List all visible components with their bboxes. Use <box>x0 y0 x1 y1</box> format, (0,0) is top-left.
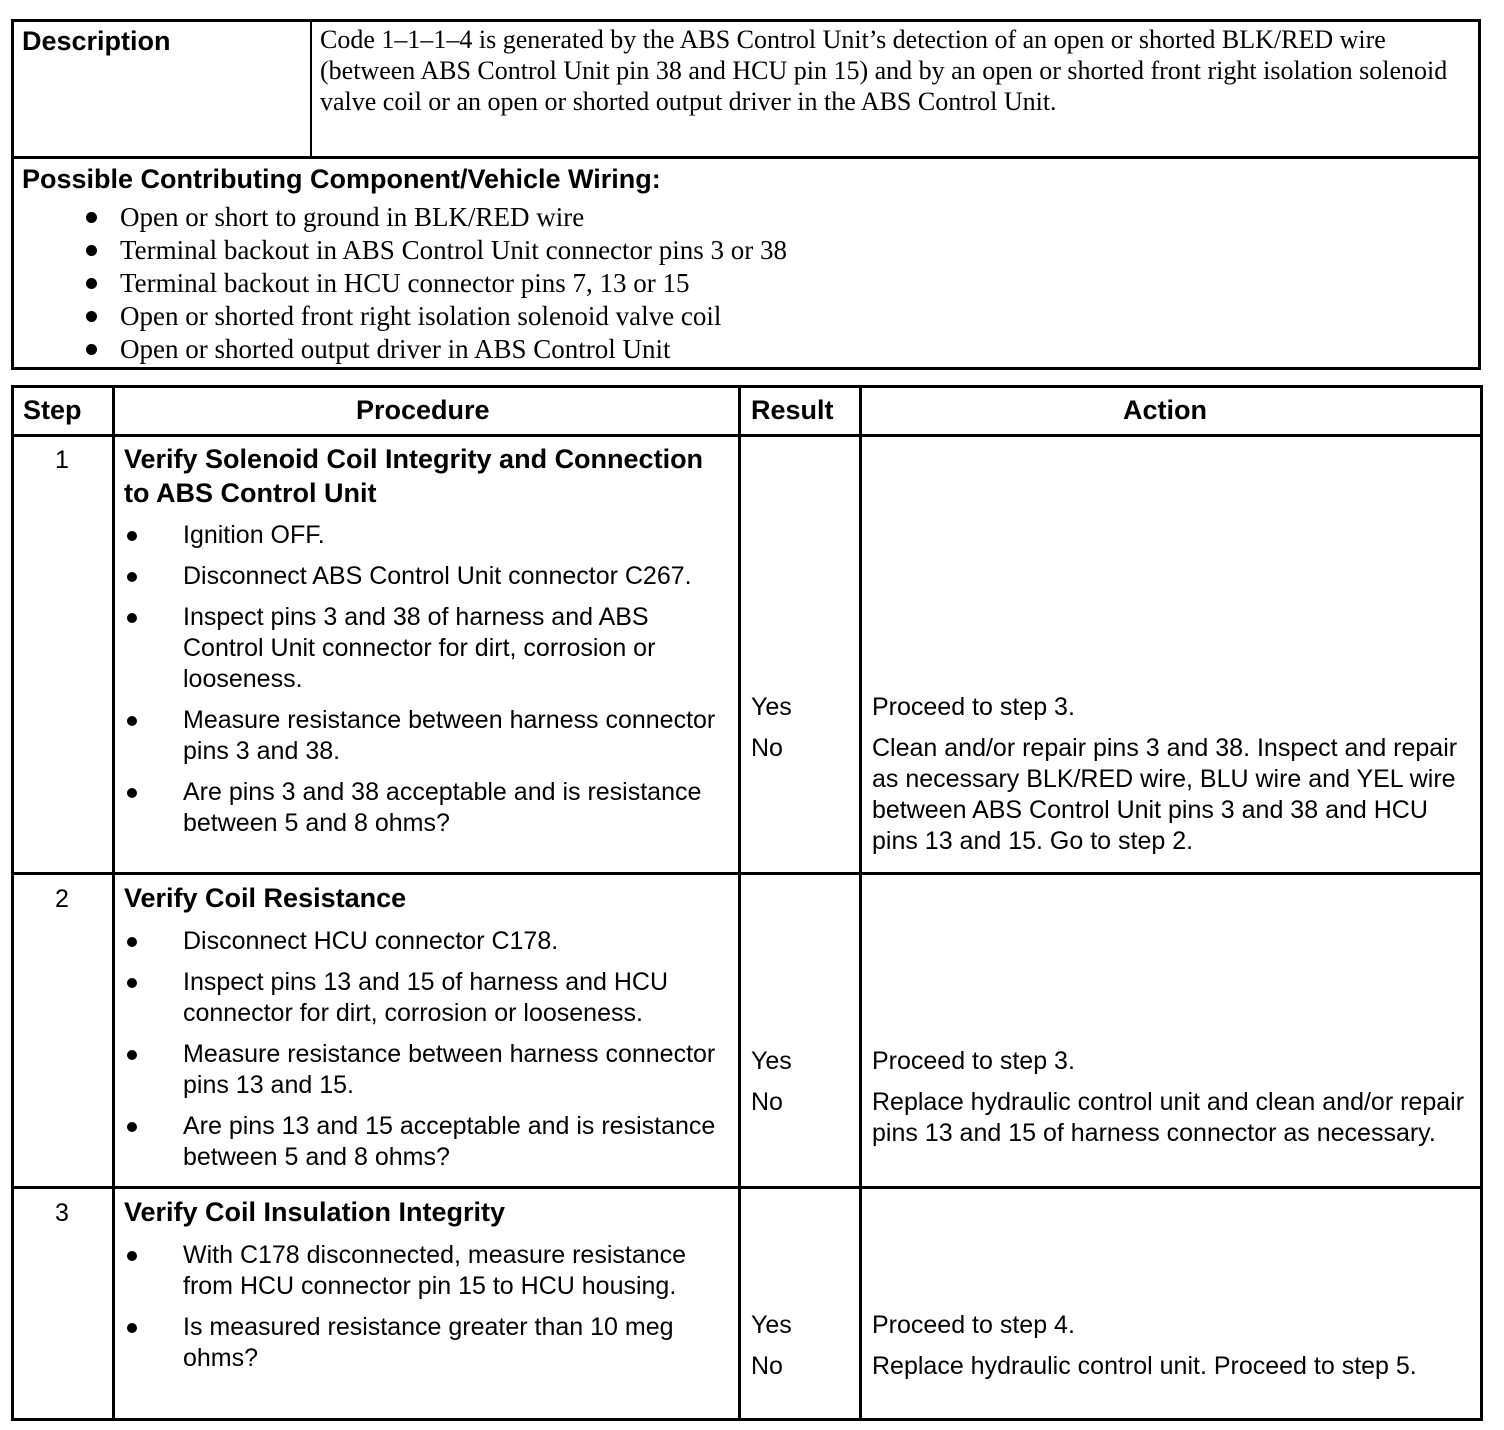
description-box <box>11 19 1481 370</box>
row-divider <box>14 1186 1480 1189</box>
result-no: No <box>751 1088 783 1116</box>
row-divider <box>14 434 1480 437</box>
list-item: Measure resistance between harness connector pins 13 and 15. <box>124 1039 734 1101</box>
list-item: Measure resistance between harness connector pins 3 and 38. <box>124 705 734 767</box>
row-divider <box>14 872 1480 875</box>
header-action: Action <box>1123 395 1207 425</box>
procedure-title: Verify Coil Insulation Integrity <box>124 1197 506 1227</box>
procedure-bullets <box>124 926 734 1183</box>
result-no: No <box>751 1352 783 1380</box>
bullet-icon <box>127 1122 137 1132</box>
result-yes: Yes <box>751 1047 792 1075</box>
column-divider <box>859 388 862 1418</box>
bullet-icon <box>127 613 137 623</box>
list-item: Open or short to ground in BLK/RED wire <box>84 201 787 234</box>
description-divider <box>310 22 312 156</box>
list-item: Ignition OFF. <box>124 520 734 551</box>
bullet-icon <box>127 716 137 726</box>
list-item: Terminal backout in ABS Control Unit connector pins 3 or 38 <box>84 234 787 267</box>
bullet-icon <box>127 1251 137 1261</box>
action-yes: Proceed to step 3. <box>872 693 1075 721</box>
bullet-icon <box>127 937 137 947</box>
procedure-title: Verify Coil Resistance <box>124 883 407 913</box>
list-item: Are pins 3 and 38 acceptable and is resistance between 5 and 8 ohms? <box>124 777 734 839</box>
header-step: Step <box>23 395 82 425</box>
bullet-icon <box>86 311 97 322</box>
contributing-list <box>84 201 787 366</box>
list-item: Open or shorted front right isolation solenoid valve coil <box>84 300 787 333</box>
bullet-icon <box>86 344 97 355</box>
bullet-icon <box>127 978 137 988</box>
bullet-icon <box>86 278 97 289</box>
step-number: 3 <box>55 1199 69 1227</box>
header-result: Result <box>751 395 834 425</box>
action-yes: Proceed to step 4. <box>872 1311 1075 1339</box>
list-item: With C178 disconnected, measure resistance from HCU connector pin 15 to HCU housing. <box>124 1240 734 1302</box>
procedure-bullets <box>124 520 734 849</box>
action-no: Replace hydraulic control unit and clean and/or repair pins 13 and 15 of harness connector as necessary. <box>872 1088 1465 1147</box>
list-item: Terminal backout in HCU connector pins 7, 13 or 15 <box>84 267 787 300</box>
procedure-bullets <box>124 1240 734 1384</box>
action-no: Clean and/or repair pins 3 and 38. Inspect and repair as necessary BLK/RED wire, BLU wire and YEL wire between ABS Control Unit pins 3 and 38 and HCU pins 13 and 15. Go to step 2. <box>872 734 1458 855</box>
description-label: Description <box>22 26 171 56</box>
bullet-icon <box>86 212 97 223</box>
bullet-icon <box>127 1050 137 1060</box>
step-number: 1 <box>55 446 69 474</box>
result-no: No <box>751 734 783 762</box>
column-divider <box>738 388 741 1418</box>
bullet-icon <box>127 572 137 582</box>
description-text: Code 1–1–1–4 is generated by the ABS Control Unit’s detection of an open or shorted BLK/RED wire (between ABS Control Unit pin 38 and HCU pin 15) and by an open or shorted front right isolation solenoid valve coil or an open or shorted output driver in the ABS Control Unit. <box>320 25 1448 116</box>
contributing-title: Possible Contributing Component/Vehicle Wiring: <box>22 164 661 194</box>
action-yes: Proceed to step 3. <box>872 1047 1075 1075</box>
action-no: Replace hydraulic control unit. Proceed to step 5. <box>872 1352 1417 1380</box>
list-item: Disconnect HCU connector C178. <box>124 926 734 957</box>
result-yes: Yes <box>751 693 792 721</box>
bullet-icon <box>127 788 137 798</box>
result-yes: Yes <box>751 1311 792 1339</box>
list-item: Inspect pins 3 and 38 of harness and ABS Control Unit connector for dirt, corrosion or looseness. <box>124 602 734 695</box>
list-item: Disconnect ABS Control Unit connector C267. <box>124 561 734 592</box>
list-item: Is measured resistance greater than 10 meg ohms? <box>124 1312 734 1374</box>
description-row <box>14 22 1478 159</box>
procedure-table <box>11 385 1483 1421</box>
bullet-icon <box>127 1323 137 1333</box>
list-item: Inspect pins 13 and 15 of harness and HCU connector for dirt, corrosion or looseness. <box>124 967 734 1029</box>
column-divider <box>112 388 115 1418</box>
procedure-title: Verify Solenoid Coil Integrity and Connection to ABS Control Unit <box>124 444 704 508</box>
step-number: 2 <box>55 885 69 913</box>
list-item: Are pins 13 and 15 acceptable and is resistance between 5 and 8 ohms? <box>124 1111 734 1173</box>
bullet-icon <box>127 531 137 541</box>
list-item: Open or shorted output driver in ABS Control Unit <box>84 333 787 366</box>
header-procedure: Procedure <box>356 395 490 425</box>
bullet-icon <box>86 245 97 256</box>
